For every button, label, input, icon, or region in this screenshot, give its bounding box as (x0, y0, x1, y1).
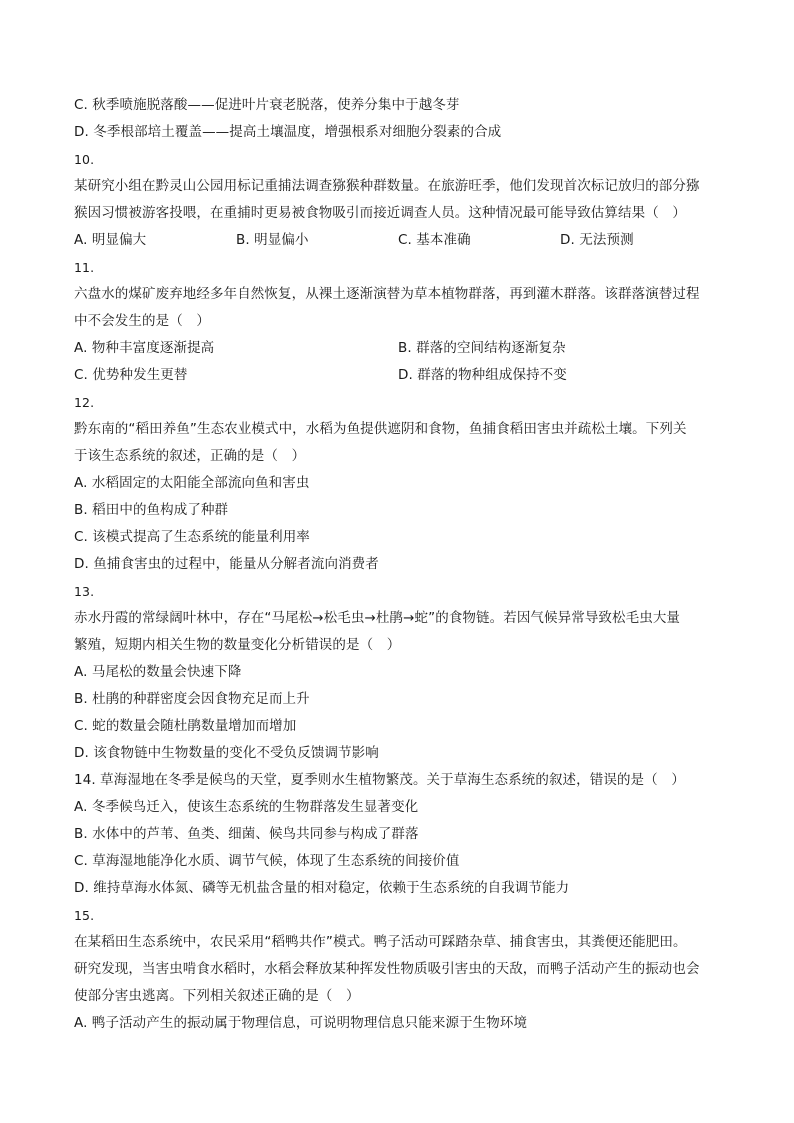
option-c: C. 基本准确 (398, 232, 471, 248)
question-11 (74, 254, 724, 389)
option-c: C. 草海湿地能净化水质、调节气候，体现了生态系统的间接价值 (74, 853, 460, 869)
options-row (74, 362, 724, 389)
option-b: B. 稻田中的鱼构成了种群 (74, 502, 229, 518)
option-b: B. 明显偏小 (236, 232, 309, 248)
question-number: 11. (74, 260, 95, 275)
q9-option-d: D. 冬季根部培土覆盖——提高土壤温度，增强根系对细胞分裂素的合成 (74, 124, 502, 140)
option-a: A. 物种丰富度逐渐提高 (74, 340, 215, 356)
option-b: B. 水体中的芦苇、鱼类、细菌、候鸟共同参与构成了群落 (74, 826, 419, 842)
option-a: A. 水稻固定的太阳能全部流向鱼和害虫 (74, 475, 310, 491)
option-b: B. 杜鹃的种群密度会因食物充足而上升 (74, 691, 310, 707)
options-row (74, 227, 724, 254)
option-d: D. 维持草海水体氮、磷等无机盐含量的相对稳定，依赖于生态系统的自我调节能力 (74, 880, 570, 896)
question-stem-line: 某研究小组在黔灵山公园用标记重捕法调查猕猴种群数量。在旅游旺季，他们发现首次标记放归的部分猕 (74, 178, 700, 194)
question-stem-line: 猴因习惯被游客投喂，在重捕时更易被食物吸引而接近调查人员。这种情况最可能导致估算结果（ ） (74, 205, 686, 221)
question-stem-line: 14. 草海湿地在冬季是候鸟的天堂，夏季则水生植物繁茂。关于草海生态系统的叙述，错误的是（ ） (74, 772, 685, 788)
question-number: 15. (74, 908, 95, 923)
option-a: A. 马尾松的数量会快速下降 (74, 664, 242, 680)
question-12 (74, 389, 724, 578)
options-row (74, 335, 724, 362)
q9-option-c: C. 秋季喷施脱落酸——促进叶片衰老脱落，使养分集中于越冬芽 (74, 97, 460, 113)
option-c: C. 蛇的数量会随杜鹃数量增加而增加 (74, 718, 297, 734)
option-d: D. 群落的物种组成保持不变 (398, 367, 567, 383)
question-stem-line: 在某稻田生态系统中，农民采用“稻鸭共作”模式。鸭子活动可踩踏杂草、捕食害虫，其粪便还能肥田。 (74, 934, 687, 950)
question-number: 12. (74, 395, 95, 410)
option-d: D. 该食物链中生物数量的变化不受负反馈调节影响 (74, 745, 379, 761)
option-a: A. 鸭子活动产生的振动属于物理信息，可说明物理信息只能来源于生物环境 (74, 1015, 528, 1031)
question-stem-line: 研究发现，当害虫啃食水稻时，水稻会释放某种挥发性物质吸引害虫的天敌，而鸭子活动产生的振动也会 (74, 961, 700, 977)
option-a: A. 冬季候鸟迁入，使该生态系统的生物群落发生显著变化 (74, 799, 419, 815)
question-number: 10. (74, 152, 95, 167)
question-stem-line: 使部分害虫逃离。下列相关叙述正确的是（ ） (74, 988, 360, 1004)
question-stem-line: 繁殖，短期内相关生物的数量变化分析错误的是（ ） (74, 637, 401, 653)
option-b: B. 群落的空间结构逐渐复杂 (398, 340, 566, 356)
question-stem-line: 于该生态系统的叙述，正确的是（ ） (74, 448, 306, 464)
option-c: C. 该模式提高了生态系统的能量利用率 (74, 529, 310, 545)
question-stem-line: 黔东南的“稻田养鱼”生态农业模式中，水稻为鱼提供遮阴和食物，鱼捕食稻田害虫并疏松土壤。下列关 (74, 421, 687, 437)
exam-page (74, 92, 724, 1037)
question-number: 13. (74, 584, 95, 599)
question-14 (74, 767, 724, 902)
question-stem-line: 六盘水的煤矿废弃地经多年自然恢复，从裸土逐渐演替为草本植物群落，再到灌木群落。该群落演替过程 (74, 286, 700, 302)
option-d: D. 无法预测 (560, 232, 634, 248)
option-c: C. 优势种发生更替 (74, 367, 188, 383)
question-13 (74, 578, 724, 767)
question-stem-line: 赤水丹霞的常绿阔叶林中，存在“马尾松→松毛虫→杜鹃→蛇”的食物链。若因气候异常导致松毛虫大量 (74, 610, 681, 626)
question-10 (74, 146, 724, 254)
option-d: D. 鱼捕食害虫的过程中，能量从分解者流向消费者 (74, 556, 379, 572)
option-a: A. 明显偏大 (74, 232, 147, 248)
question-stem-line: 中不会发生的是（ ） (74, 313, 210, 329)
question-15 (74, 902, 724, 1037)
